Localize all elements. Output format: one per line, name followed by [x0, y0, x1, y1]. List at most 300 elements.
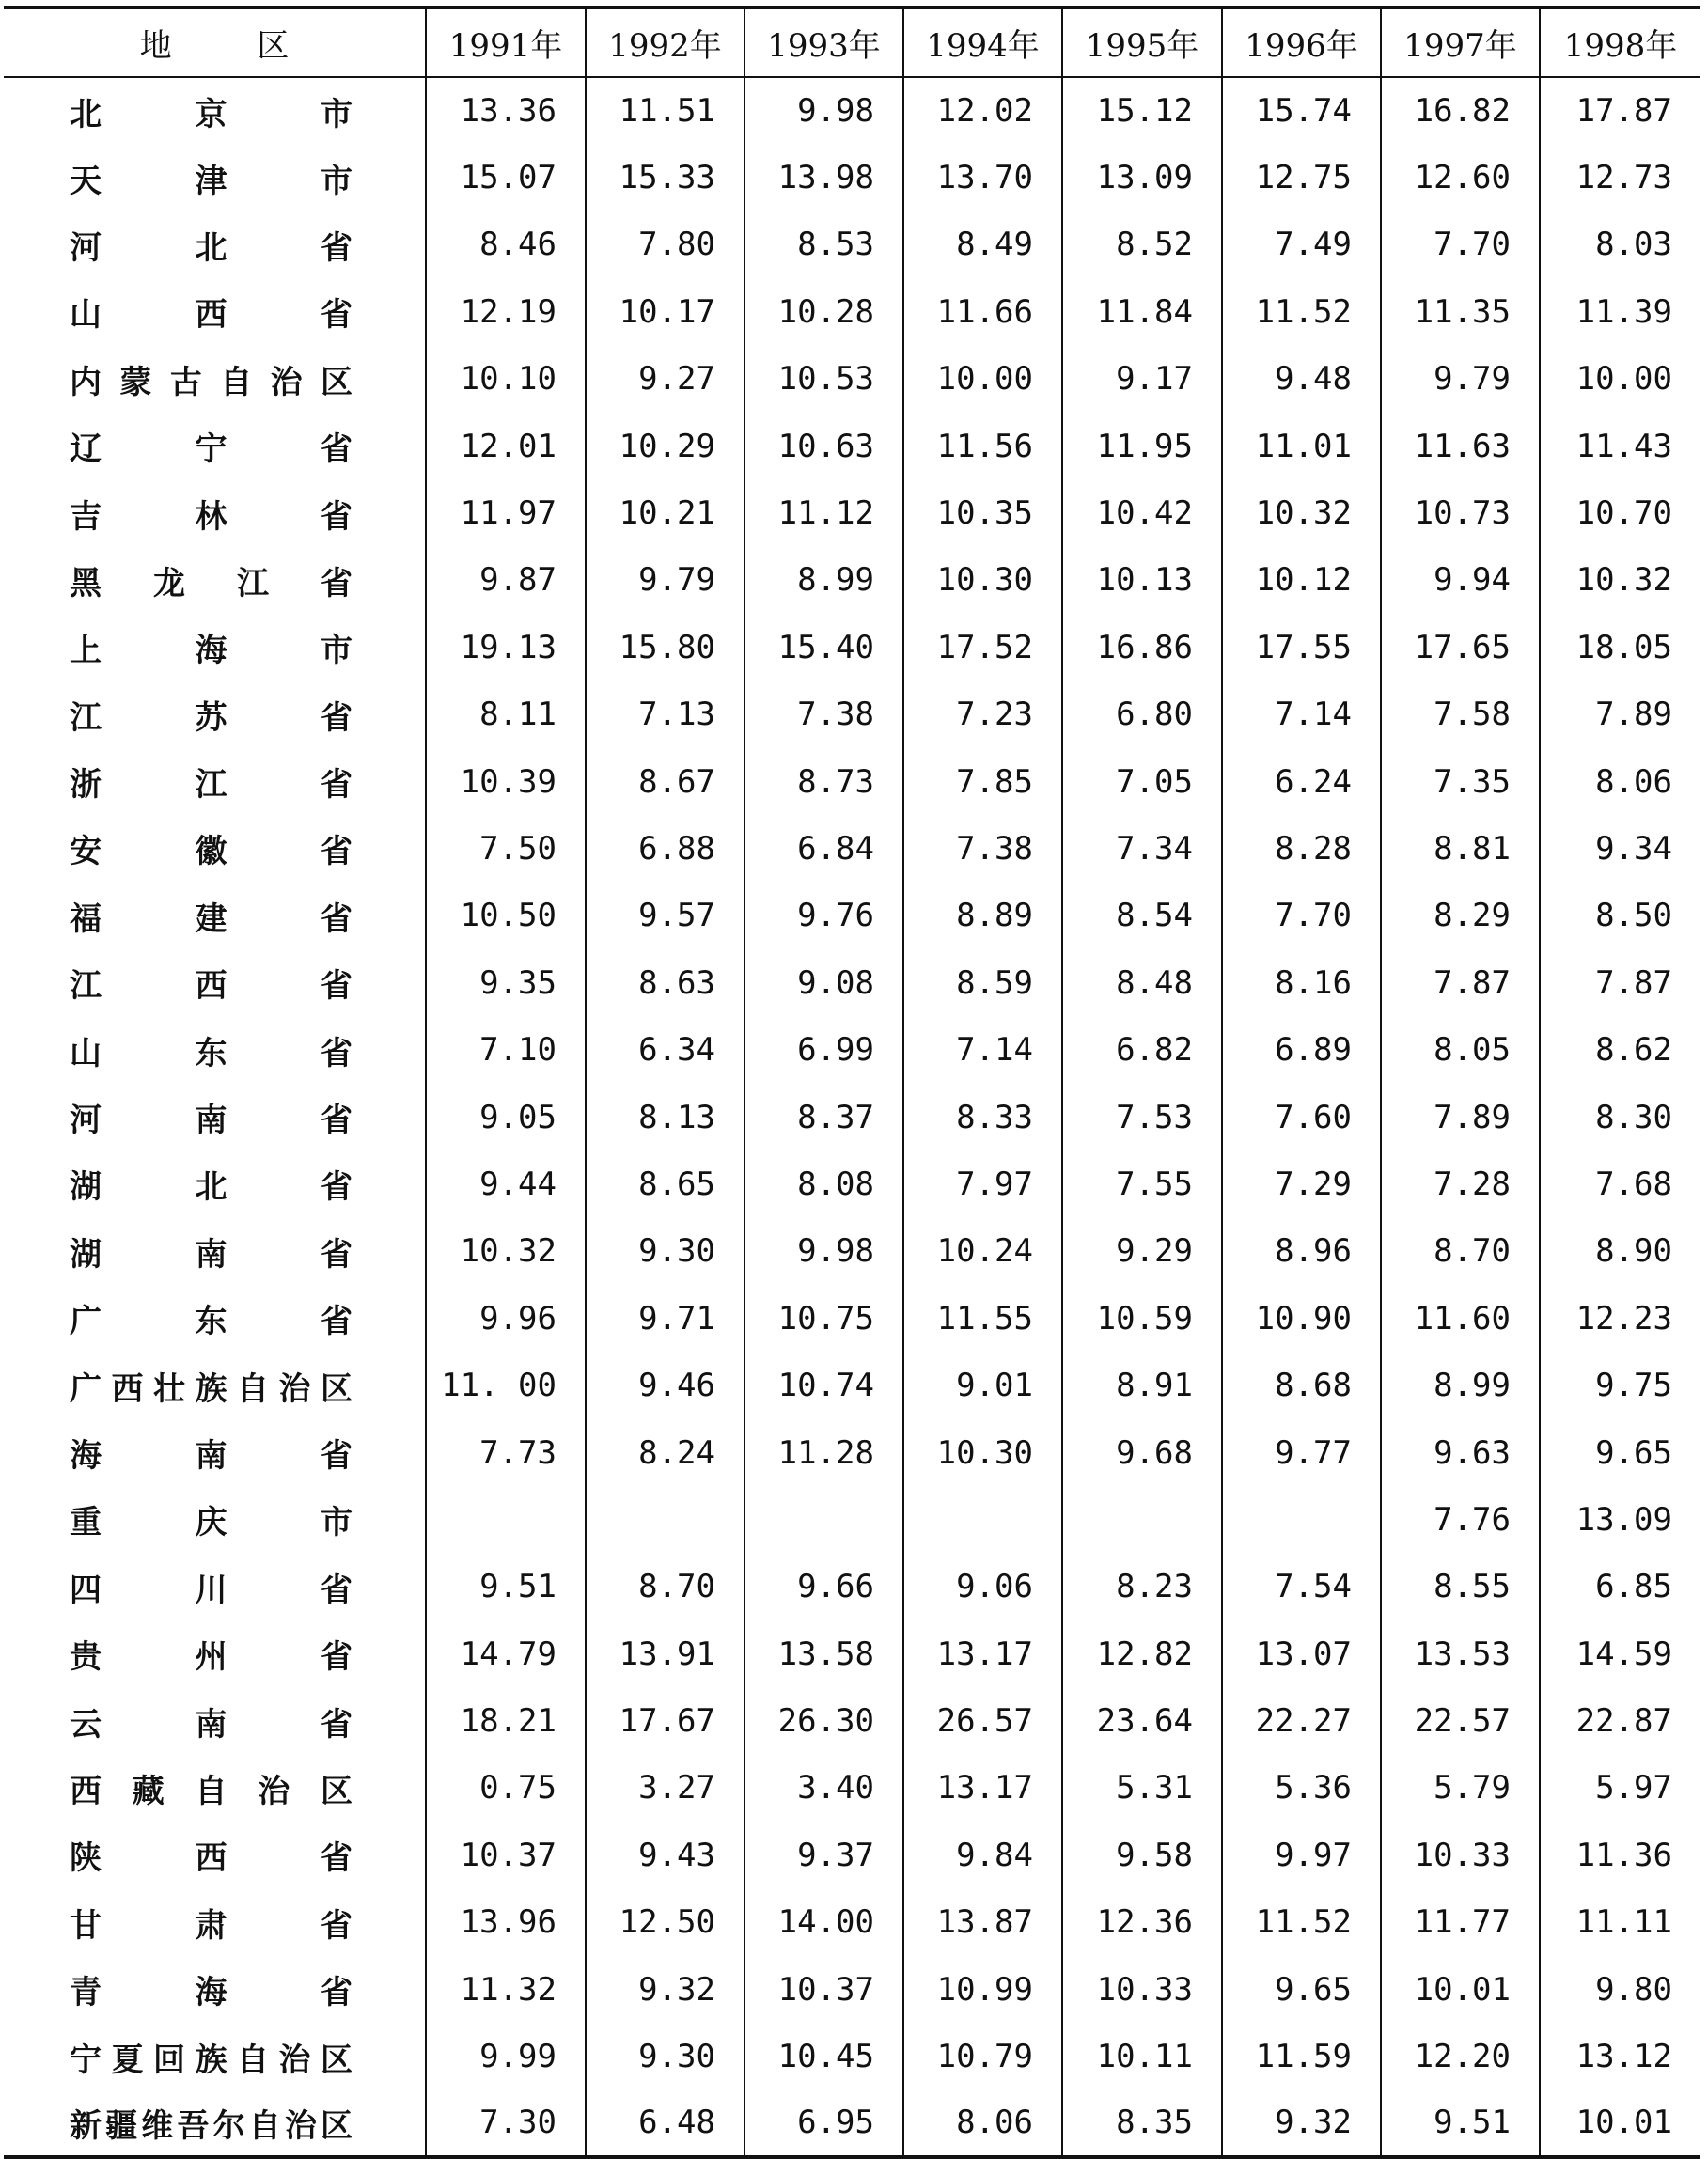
value-cell: 12.75: [1222, 144, 1381, 211]
value-cell: 10.00: [1540, 346, 1700, 413]
value-cell: 9.37: [744, 1822, 903, 1888]
table-row: [4, 1084, 1700, 1150]
value-cell: 15.33: [586, 144, 744, 211]
value-cell: 3.27: [586, 1755, 744, 1822]
value-cell: 7.68: [1540, 1150, 1700, 1217]
value-cell: 6.88: [586, 815, 744, 882]
region-label: 北 京 市: [70, 95, 356, 133]
value-cell: 5.36: [1222, 1755, 1381, 1822]
value-cell: 8.06: [903, 2090, 1062, 2157]
region-label: 青 海 省: [70, 1974, 356, 2012]
value-cell: 16.82: [1381, 77, 1540, 144]
value-cell: 10.30: [903, 547, 1062, 614]
value-cell: 10.39: [426, 748, 586, 815]
region-label: 内蒙古自治区: [70, 363, 356, 401]
value-cell: 9.30: [586, 1218, 744, 1285]
value-cell: 13.17: [903, 1620, 1062, 1687]
value-cell: 8.13: [586, 1084, 744, 1150]
value-cell: 7.54: [1222, 1554, 1381, 1620]
value-cell: 11.36: [1540, 1822, 1700, 1888]
value-cell: 17.52: [903, 614, 1062, 681]
value-cell: 9.51: [1381, 2090, 1540, 2157]
value-cell: 12.02: [903, 77, 1062, 144]
table-row: [4, 815, 1700, 882]
value-cell: 10.37: [744, 1956, 903, 2023]
region-label: 新疆维吾尔自治区: [70, 2106, 356, 2145]
value-cell: 9.51: [426, 1554, 586, 1620]
table-row: [4, 479, 1700, 546]
table-row: [4, 1687, 1700, 1754]
value-cell: 11.84: [1062, 278, 1222, 345]
value-cell: 22.57: [1381, 1687, 1540, 1754]
value-cell: 7.34: [1062, 815, 1222, 882]
value-cell: 10.00: [903, 346, 1062, 413]
value-cell: 5.79: [1381, 1755, 1540, 1822]
value-cell: 10.01: [1540, 2090, 1700, 2157]
value-cell: 10.29: [586, 413, 744, 479]
value-cell: 12.23: [1540, 1285, 1700, 1352]
value-cell: 6.95: [744, 2090, 903, 2157]
value-cell: 18.21: [426, 1687, 586, 1754]
region-cell: [4, 949, 426, 1016]
value-cell: 9.32: [1222, 2090, 1381, 2157]
value-cell: 10.53: [744, 346, 903, 413]
region-cell: [4, 1956, 426, 2023]
value-cell: 16.86: [1062, 614, 1222, 681]
value-cell: 10.35: [903, 479, 1062, 546]
value-cell: 13.96: [426, 1889, 586, 1956]
region-cell: [4, 1419, 426, 1486]
value-cell: 13.58: [744, 1620, 903, 1687]
value-cell: 9.97: [1222, 1822, 1381, 1888]
region-label: 浙 江 省: [70, 766, 356, 805]
region-cell: [4, 1687, 426, 1754]
value-cell: 11.63: [1381, 413, 1540, 479]
value-cell: 0.75: [426, 1755, 586, 1822]
value-cell: 9.27: [586, 346, 744, 413]
value-cell: 17.67: [586, 1687, 744, 1754]
table-row: [4, 1822, 1700, 1888]
table-row: [4, 1285, 1700, 1352]
value-cell: 8.29: [1381, 883, 1540, 949]
value-cell: 10.90: [1222, 1285, 1381, 1352]
value-cell: 11.60: [1381, 1285, 1540, 1352]
region-label: 江 西 省: [70, 967, 356, 1006]
value-cell: 7.60: [1222, 1084, 1381, 1150]
region-label: 西 藏 自 治 区: [70, 1772, 356, 1810]
region-cell: [4, 1150, 426, 1217]
value-cell: 9.98: [744, 77, 903, 144]
value-cell: 11.66: [903, 278, 1062, 345]
region-label: 广西壮族自治区: [70, 1369, 356, 1408]
value-cell: 7.38: [744, 681, 903, 748]
value-cell: 7.70: [1381, 211, 1540, 278]
value-cell: 8.67: [586, 748, 744, 815]
value-cell: 11.12: [744, 479, 903, 546]
value-cell: 8.37: [744, 1084, 903, 1150]
table-row: [4, 547, 1700, 614]
value-cell: 5.31: [1062, 1755, 1222, 1822]
value-cell: 8.63: [586, 949, 744, 1016]
value-cell: 10.11: [1062, 2023, 1222, 2089]
region-cell: [4, 1620, 426, 1687]
value-cell: 22.27: [1222, 1687, 1381, 1754]
value-cell: 10.21: [586, 479, 744, 546]
region-label: 安 徽 省: [70, 833, 356, 871]
value-cell: 9.32: [586, 1956, 744, 2023]
value-cell: 6.48: [586, 2090, 744, 2157]
value-cell: 9.43: [586, 1822, 744, 1888]
value-cell: 11.39: [1540, 278, 1700, 345]
value-cell: 10.13: [1062, 547, 1222, 614]
value-cell: 13.12: [1540, 2023, 1700, 2089]
value-cell: 17.87: [1540, 77, 1700, 144]
value-cell: 9.87: [426, 547, 586, 614]
value-cell: 9.96: [426, 1285, 586, 1352]
value-cell: 10.59: [1062, 1285, 1222, 1352]
region-label: 辽 宁 省: [70, 430, 356, 469]
value-cell: 9.98: [744, 1218, 903, 1285]
table-row: [4, 681, 1700, 748]
value-cell: 10.79: [903, 2023, 1062, 2089]
value-cell: 17.65: [1381, 614, 1540, 681]
value-cell: 14.59: [1540, 1620, 1700, 1687]
region-label: 贵 州 省: [70, 1638, 356, 1677]
value-cell: 8.46: [426, 211, 586, 278]
table-row: [4, 614, 1700, 681]
value-cell: 10.42: [1062, 479, 1222, 546]
table-row: [4, 77, 1700, 144]
header-year: 1995年: [1062, 8, 1222, 77]
table-row: [4, 211, 1700, 278]
value-cell: 7.50: [426, 815, 586, 882]
value-cell: 13.91: [586, 1620, 744, 1687]
value-cell: 9.94: [1381, 547, 1540, 614]
value-cell: 8.53: [744, 211, 903, 278]
value-cell: 11.28: [744, 1419, 903, 1486]
header-year: 1998年: [1540, 8, 1700, 77]
region-cell: [4, 1822, 426, 1888]
value-cell: 8.06: [1540, 748, 1700, 815]
region-cell: [4, 77, 426, 144]
value-cell: 8.52: [1062, 211, 1222, 278]
value-cell: 11.43: [1540, 413, 1700, 479]
value-cell: 8.49: [903, 211, 1062, 278]
value-cell: 22.87: [1540, 1687, 1700, 1754]
value-cell: 11.52: [1222, 278, 1381, 345]
value-cell: 7.85: [903, 748, 1062, 815]
region-label: 山 东 省: [70, 1034, 356, 1072]
value-cell: 5.97: [1540, 1755, 1700, 1822]
value-cell: [586, 1486, 744, 1553]
value-cell: 18.05: [1540, 614, 1700, 681]
value-cell: 8.33: [903, 1084, 1062, 1150]
value-cell: 11.35: [1381, 278, 1540, 345]
value-cell: 9.06: [903, 1554, 1062, 1620]
value-cell: 9.80: [1540, 1956, 1700, 2023]
value-cell: 10.74: [744, 1352, 903, 1418]
value-cell: 6.99: [744, 1016, 903, 1083]
value-cell: 11.51: [586, 77, 744, 144]
region-cell: [4, 2023, 426, 2089]
value-cell: 9.77: [1222, 1419, 1381, 1486]
value-cell: 10.32: [1222, 479, 1381, 546]
value-cell: 10.45: [744, 2023, 903, 2089]
table-row: [4, 949, 1700, 1016]
region-cell: [4, 1486, 426, 1553]
header-year: 1993年: [744, 8, 903, 77]
header-year: 1996年: [1222, 8, 1381, 77]
value-cell: 9.66: [744, 1554, 903, 1620]
region-label: 陕 西 省: [70, 1839, 356, 1878]
value-cell: 9.79: [1381, 346, 1540, 413]
value-cell: 9.30: [586, 2023, 744, 2089]
table-row: [4, 144, 1700, 211]
value-cell: 10.28: [744, 278, 903, 345]
value-cell: 10.75: [744, 1285, 903, 1352]
region-label: 山 西 省: [70, 296, 356, 335]
table-row: [4, 1956, 1700, 2023]
region-cell: [4, 479, 426, 546]
value-cell: 12.73: [1540, 144, 1700, 211]
value-cell: 8.65: [586, 1150, 744, 1217]
table-row: [4, 1016, 1700, 1083]
value-cell: 8.70: [586, 1554, 744, 1620]
value-cell: 9.48: [1222, 346, 1381, 413]
value-cell: 7.28: [1381, 1150, 1540, 1217]
value-cell: 13.70: [903, 144, 1062, 211]
value-cell: 7.13: [586, 681, 744, 748]
value-cell: 9.57: [586, 883, 744, 949]
value-cell: 13.36: [426, 77, 586, 144]
table-body: [4, 77, 1700, 2157]
value-cell: 9.68: [1062, 1419, 1222, 1486]
value-cell: [1222, 1486, 1381, 1553]
value-cell: 10.32: [1540, 547, 1700, 614]
region-label: 河 南 省: [70, 1102, 356, 1140]
value-cell: 8.30: [1540, 1084, 1700, 1150]
region-label: 江 苏 省: [70, 698, 356, 737]
value-cell: [903, 1486, 1062, 1553]
value-cell: 9.46: [586, 1352, 744, 1418]
value-cell: 10.17: [586, 278, 744, 345]
value-cell: 7.80: [586, 211, 744, 278]
region-label: 湖 南 省: [70, 1235, 356, 1274]
region-cell: [4, 1554, 426, 1620]
value-cell: 7.14: [903, 1016, 1062, 1083]
value-cell: 6.80: [1062, 681, 1222, 748]
value-cell: 7.87: [1540, 949, 1700, 1016]
table-row: [4, 1150, 1700, 1217]
value-cell: 26.30: [744, 1687, 903, 1754]
value-cell: 8.68: [1222, 1352, 1381, 1418]
value-cell: 15.07: [426, 144, 586, 211]
table-row: [4, 413, 1700, 479]
value-cell: 10.33: [1062, 1956, 1222, 2023]
value-cell: 6.84: [744, 815, 903, 882]
value-cell: 15.12: [1062, 77, 1222, 144]
value-cell: 8.73: [744, 748, 903, 815]
table-row: [4, 883, 1700, 949]
value-cell: 14.00: [744, 1889, 903, 1956]
value-cell: 11. 00: [426, 1352, 586, 1418]
value-cell: 12.20: [1381, 2023, 1540, 2089]
value-cell: 10.24: [903, 1218, 1062, 1285]
region-label: 河 北 省: [70, 228, 356, 267]
value-cell: 8.99: [744, 547, 903, 614]
value-cell: 7.14: [1222, 681, 1381, 748]
value-cell: 7.87: [1381, 949, 1540, 1016]
value-cell: 11.11: [1540, 1889, 1700, 1956]
value-cell: 8.16: [1222, 949, 1381, 1016]
value-cell: 7.35: [1381, 748, 1540, 815]
value-cell: 7.29: [1222, 1150, 1381, 1217]
value-cell: 8.23: [1062, 1554, 1222, 1620]
value-cell: 8.05: [1381, 1016, 1540, 1083]
region-label: 黑 龙 江 省: [70, 564, 356, 602]
value-cell: 3.40: [744, 1755, 903, 1822]
region-cell: [4, 2090, 426, 2157]
value-cell: 6.85: [1540, 1554, 1700, 1620]
value-cell: 9.05: [426, 1084, 586, 1150]
value-cell: 9.63: [1381, 1419, 1540, 1486]
value-cell: 9.29: [1062, 1218, 1222, 1285]
table-row: [4, 1486, 1700, 1553]
value-cell: 8.54: [1062, 883, 1222, 949]
value-cell: 7.49: [1222, 211, 1381, 278]
value-cell: 11.32: [426, 1956, 586, 2023]
value-cell: [744, 1486, 903, 1553]
value-cell: 9.35: [426, 949, 586, 1016]
value-cell: 7.05: [1062, 748, 1222, 815]
value-cell: 9.34: [1540, 815, 1700, 882]
value-cell: 10.12: [1222, 547, 1381, 614]
value-cell: 26.57: [903, 1687, 1062, 1754]
table-row: [4, 748, 1700, 815]
region-cell: [4, 547, 426, 614]
value-cell: 11.56: [903, 413, 1062, 479]
region-label: 重 庆 市: [70, 1504, 356, 1542]
region-label: 宁夏回族自治区: [70, 2041, 356, 2079]
value-cell: 12.60: [1381, 144, 1540, 211]
value-cell: 11.01: [1222, 413, 1381, 479]
region-cell: [4, 413, 426, 479]
region-label: 上 海 市: [70, 632, 356, 670]
value-cell: 8.11: [426, 681, 586, 748]
region-cell: [4, 1016, 426, 1083]
value-cell: 8.48: [1062, 949, 1222, 1016]
value-cell: 13.17: [903, 1755, 1062, 1822]
value-cell: [1062, 1486, 1222, 1553]
value-cell: 8.70: [1381, 1218, 1540, 1285]
value-cell: 15.74: [1222, 77, 1381, 144]
table-row: [4, 1755, 1700, 1822]
value-cell: 7.89: [1381, 1084, 1540, 1150]
value-cell: 8.99: [1381, 1352, 1540, 1418]
value-cell: 6.82: [1062, 1016, 1222, 1083]
region-cell: [4, 1755, 426, 1822]
value-cell: 14.79: [426, 1620, 586, 1687]
value-cell: 11.97: [426, 479, 586, 546]
value-cell: 17.55: [1222, 614, 1381, 681]
table-row: [4, 2023, 1700, 2089]
value-cell: 9.01: [903, 1352, 1062, 1418]
value-cell: 10.30: [903, 1419, 1062, 1486]
value-cell: 7.58: [1381, 681, 1540, 748]
region-label: 天 津 市: [70, 162, 356, 200]
value-cell: [426, 1486, 586, 1553]
region-label: 四 川 省: [70, 1571, 356, 1609]
value-cell: 10.33: [1381, 1822, 1540, 1888]
value-cell: 15.80: [586, 614, 744, 681]
value-cell: 13.87: [903, 1889, 1062, 1956]
value-cell: 7.89: [1540, 681, 1700, 748]
value-cell: 7.55: [1062, 1150, 1222, 1217]
value-cell: 10.63: [744, 413, 903, 479]
region-cell: [4, 346, 426, 413]
value-cell: 11.77: [1381, 1889, 1540, 1956]
value-cell: 11.52: [1222, 1889, 1381, 1956]
header-year: 1992年: [586, 8, 744, 77]
value-cell: 12.50: [586, 1889, 744, 1956]
region-label: 广 东 省: [70, 1303, 356, 1341]
value-cell: 10.10: [426, 346, 586, 413]
value-cell: 13.53: [1381, 1620, 1540, 1687]
value-cell: 8.55: [1381, 1554, 1540, 1620]
value-cell: 8.89: [903, 883, 1062, 949]
region-cell: [4, 278, 426, 345]
value-cell: 8.28: [1222, 815, 1381, 882]
value-cell: 10.70: [1540, 479, 1700, 546]
header-year: 1991年: [426, 8, 586, 77]
value-cell: 13.07: [1222, 1620, 1381, 1687]
value-cell: 8.08: [744, 1150, 903, 1217]
value-cell: 7.30: [426, 2090, 586, 2157]
value-cell: 8.91: [1062, 1352, 1222, 1418]
value-cell: 9.76: [744, 883, 903, 949]
data-table: [4, 6, 1700, 2159]
value-cell: 10.01: [1381, 1956, 1540, 2023]
value-cell: 23.64: [1062, 1687, 1222, 1754]
value-cell: 11.59: [1222, 2023, 1381, 2089]
region-cell: [4, 748, 426, 815]
header-year: 1994年: [903, 8, 1062, 77]
value-cell: 8.62: [1540, 1016, 1700, 1083]
value-cell: 13.98: [744, 144, 903, 211]
value-cell: 10.99: [903, 1956, 1062, 2023]
value-cell: 8.03: [1540, 211, 1700, 278]
region-label: 云 南 省: [70, 1705, 356, 1744]
region-cell: [4, 1352, 426, 1418]
value-cell: 9.71: [586, 1285, 744, 1352]
value-cell: 9.17: [1062, 346, 1222, 413]
value-cell: 11.55: [903, 1285, 1062, 1352]
value-cell: 7.70: [1222, 883, 1381, 949]
value-cell: 7.23: [903, 681, 1062, 748]
value-cell: 9.08: [744, 949, 903, 1016]
header-region: 地 区: [4, 8, 426, 77]
table-row: [4, 1620, 1700, 1687]
value-cell: 10.32: [426, 1218, 586, 1285]
region-cell: [4, 1084, 426, 1150]
value-cell: 9.44: [426, 1150, 586, 1217]
value-cell: 8.96: [1222, 1218, 1381, 1285]
region-label: 甘 肃 省: [70, 1906, 356, 1945]
value-cell: 6.34: [586, 1016, 744, 1083]
value-cell: 9.65: [1222, 1956, 1381, 2023]
region-cell: [4, 614, 426, 681]
value-cell: 10.37: [426, 1822, 586, 1888]
